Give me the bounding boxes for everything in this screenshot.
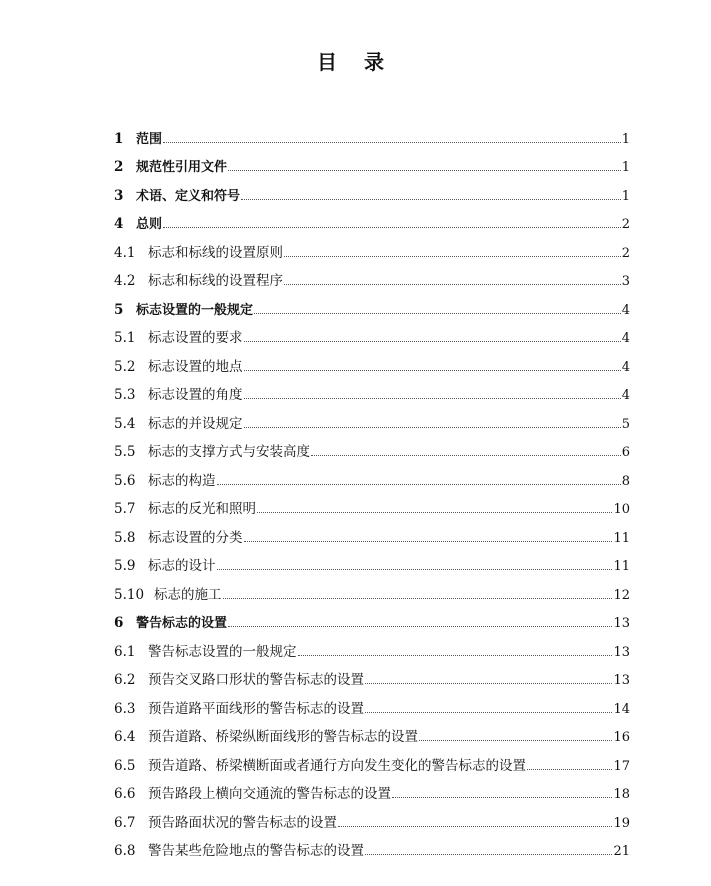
dot-leader <box>241 198 621 200</box>
toc-entry-number: 6 <box>114 615 124 631</box>
dot-leader <box>228 169 621 171</box>
toc-entry-number: 5.10 <box>114 586 145 603</box>
toc-entry-page-number: 16 <box>613 730 630 745</box>
toc-entry-page-number: 4 <box>621 302 630 318</box>
toc-entry[interactable] <box>114 204 630 233</box>
toc-entry-number: 6.5 <box>114 757 136 774</box>
toc-entry-page-number: 2 <box>621 217 630 232</box>
toc-entry[interactable] <box>114 318 630 347</box>
toc-entry-number: 5.5 <box>114 444 136 460</box>
toc-entry-number: 6.3 <box>114 700 136 717</box>
dot-leader <box>163 141 621 143</box>
toc-entry-label: 标志的并设规定 <box>148 415 243 432</box>
dot-leader <box>527 768 612 770</box>
toc-entry[interactable] <box>114 289 630 318</box>
toc-entry-label: 预告路段上横向交通流的警告标志的设置 <box>148 786 391 802</box>
toc-entry[interactable] <box>114 403 630 432</box>
dot-leader <box>217 483 621 485</box>
toc-entry-page-number: 1 <box>621 131 630 147</box>
toc-entry-page-number: 18 <box>613 787 630 802</box>
toc-entry-number: 5.9 <box>114 558 136 574</box>
toc-entry-number: 4.1 <box>114 244 136 261</box>
dot-leader <box>419 739 612 741</box>
toc-entry-label: 预告路面状况的警告标志的设置 <box>148 814 337 831</box>
toc-entry-label: 术语、定义和符号 <box>136 188 241 204</box>
toc-entry-label: 警告标志的设置 <box>136 616 228 631</box>
toc-entry[interactable] <box>114 745 630 774</box>
toc-entry[interactable] <box>114 118 630 147</box>
toc-entry-page-number: 17 <box>613 758 630 774</box>
dot-leader <box>228 625 612 627</box>
toc-entry[interactable] <box>114 175 630 204</box>
dot-leader <box>284 255 621 257</box>
toc-entry-label: 预告道路、桥梁横断面或者通行方向发生变化的警告标志的设置 <box>148 757 526 774</box>
toc-entry[interactable] <box>114 831 630 860</box>
toc-entry-number: 6.4 <box>114 729 136 745</box>
dot-leader <box>217 568 613 570</box>
toc-entry[interactable] <box>114 546 630 575</box>
dot-leader <box>244 540 613 542</box>
toc-entry-number: 5.6 <box>114 472 136 489</box>
toc-entry-number: 5.1 <box>114 330 136 346</box>
toc-entry-label: 预告道路平面线形的警告标志的设置 <box>148 700 364 717</box>
toc-entry-page-number: 5 <box>621 416 630 432</box>
toc-entry-page-number: 21 <box>613 844 630 859</box>
toc-entry-number: 6.8 <box>114 843 136 859</box>
toc-entry-number: 5.2 <box>114 358 136 375</box>
toc-entry-page-number: 2 <box>621 245 630 261</box>
toc-entry[interactable] <box>114 603 630 632</box>
toc-entry[interactable] <box>114 774 630 803</box>
toc-entry[interactable] <box>114 517 630 546</box>
toc-entry-label: 标志设置的分类 <box>148 529 243 546</box>
toc-entry-number: 6.6 <box>114 786 136 802</box>
toc-entry[interactable] <box>114 631 630 660</box>
dot-leader <box>244 397 621 399</box>
toc-entry-page-number: 11 <box>613 559 630 574</box>
toc-entry-label: 规范性引用文件 <box>136 160 228 175</box>
toc-entry-label: 警告标志设置的一般规定 <box>148 643 297 660</box>
toc-entry-page-number: 1 <box>621 160 630 175</box>
toc-entry-label: 预告道路、桥梁纵断面线形的警告标志的设置 <box>148 729 418 745</box>
toc-entry-page-number: 1 <box>621 188 630 204</box>
toc-entry-label: 范围 <box>136 131 163 147</box>
toc-entry[interactable] <box>114 802 630 831</box>
toc-entry[interactable] <box>114 717 630 746</box>
toc-entry-page-number: 10 <box>613 502 630 517</box>
toc-entry-label: 标志和标线的设置程序 <box>148 273 283 289</box>
toc-entry-number: 5.3 <box>114 387 136 403</box>
dot-leader <box>365 853 612 855</box>
toc-entry[interactable] <box>114 147 630 176</box>
toc-entry-number: 5.8 <box>114 529 136 546</box>
dot-leader <box>311 454 621 456</box>
toc-entry[interactable] <box>114 489 630 518</box>
dot-leader <box>365 711 612 713</box>
toc-entry-label: 警告某些危险地点的警告标志的设置 <box>148 843 364 859</box>
page-title: 目 录 <box>317 50 394 74</box>
toc-entry-number: 4.2 <box>114 273 136 289</box>
dot-leader <box>254 312 621 314</box>
toc-entry-page-number: 13 <box>613 644 630 660</box>
toc-entry-number: 5.4 <box>114 415 136 432</box>
toc-entry-label: 标志和标线的设置原则 <box>148 244 283 261</box>
toc-entry[interactable] <box>114 574 630 603</box>
toc-entry-page-number: 19 <box>613 815 630 831</box>
toc-entry-page-number: 11 <box>613 530 630 546</box>
dot-leader <box>284 283 621 285</box>
toc-entry-label: 标志的设计 <box>148 558 216 574</box>
toc-entry-number: 1 <box>114 130 124 147</box>
toc-entry-page-number: 14 <box>613 701 630 717</box>
toc-entry-page-number: 3 <box>621 274 630 289</box>
dot-leader <box>338 825 612 827</box>
toc-entry-page-number: 4 <box>621 388 630 403</box>
toc-entry-label: 预告交叉路口形状的警告标志的设置 <box>148 672 364 688</box>
dot-leader <box>223 597 613 599</box>
toc-entry-page-number: 12 <box>613 587 630 603</box>
toc-entry-page-number: 4 <box>621 359 630 375</box>
toc-entry-page-number: 13 <box>613 673 630 688</box>
dot-leader <box>365 682 612 684</box>
toc-entry-page-number: 6 <box>621 445 630 460</box>
toc-entry-label: 标志设置的角度 <box>148 387 243 403</box>
toc-entry[interactable] <box>114 460 630 489</box>
toc-entry[interactable] <box>114 232 630 261</box>
dot-leader <box>298 654 613 656</box>
toc-entry-number: 6.2 <box>114 672 136 688</box>
toc-entry-label: 标志的施工 <box>154 586 222 603</box>
toc-entry-number: 5 <box>114 301 124 318</box>
toc-entry-label: 标志的反光和照明 <box>148 501 256 517</box>
toc-entry[interactable] <box>114 261 630 290</box>
toc-entry[interactable] <box>114 432 630 461</box>
toc-entry-number: 2 <box>114 159 124 175</box>
toc-entry-label: 标志设置的要求 <box>148 330 243 346</box>
dot-leader <box>257 511 612 513</box>
table-of-contents <box>114 118 630 859</box>
toc-entry-page-number: 13 <box>613 616 630 631</box>
toc-entry[interactable] <box>114 346 630 375</box>
toc-entry-page-number: 8 <box>621 473 630 489</box>
toc-entry-number: 6.1 <box>114 643 136 660</box>
toc-entry-number: 6.7 <box>114 814 136 831</box>
toc-entry-label: 标志设置的一般规定 <box>136 302 254 318</box>
toc-entry[interactable] <box>114 375 630 404</box>
toc-entry[interactable] <box>114 660 630 689</box>
toc-entry-label: 总则 <box>136 217 163 232</box>
toc-entry-number: 4 <box>114 216 124 232</box>
toc-entry-label: 标志设置的地点 <box>148 358 243 375</box>
dot-leader <box>244 340 621 342</box>
toc-entry-label: 标志的支撑方式与安装高度 <box>148 444 310 460</box>
toc-entry-label: 标志的构造 <box>148 472 216 489</box>
toc-entry-number: 3 <box>114 187 124 204</box>
dot-leader <box>163 226 621 228</box>
dot-leader <box>244 426 621 428</box>
toc-entry-number: 5.7 <box>114 501 136 517</box>
dot-leader <box>244 369 621 371</box>
dot-leader <box>392 796 612 798</box>
toc-entry-page-number: 4 <box>621 331 630 346</box>
toc-entry[interactable] <box>114 688 630 717</box>
